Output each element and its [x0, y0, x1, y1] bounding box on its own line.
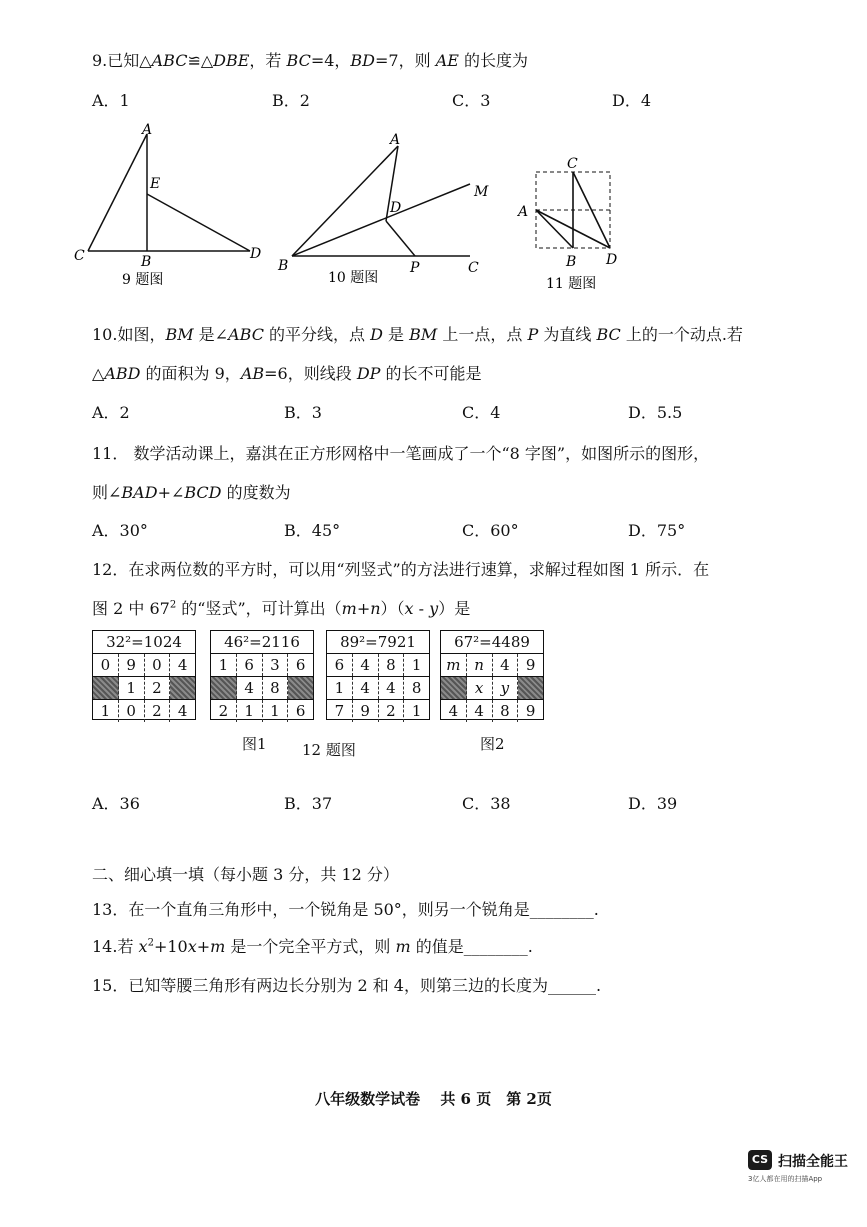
fig11-caption: 11 题图	[546, 276, 597, 292]
fig11-label-a: A	[518, 204, 529, 220]
grid-cell: 4	[441, 700, 467, 722]
grid-cell: 1	[327, 677, 353, 699]
q10-option-c: C．4	[462, 403, 501, 422]
grid-cell: 1	[211, 654, 237, 676]
fig9-label-d: D	[250, 246, 262, 262]
fig9-edge-ac	[88, 134, 147, 251]
fig10-edge-dp	[386, 221, 415, 256]
grid-cell: 4	[353, 654, 379, 676]
q12-caption-fig1: 图1	[242, 735, 267, 753]
q9-option-c: C．3	[452, 91, 491, 110]
q9-var: BC	[286, 51, 311, 70]
q11-option-c: C．60°	[462, 521, 519, 540]
q10-option-d: D．5.5	[628, 403, 683, 422]
q9-text: 9.已知△	[92, 51, 152, 70]
grid-cell: 9	[353, 700, 379, 722]
grid-cell: x	[467, 677, 493, 699]
grid-row	[441, 677, 543, 700]
fig10-label-m: M	[474, 184, 489, 200]
q9-option-a: A．1	[92, 91, 130, 110]
fig10-ray-bm	[292, 184, 470, 256]
q10-text: 为直线	[538, 325, 597, 344]
q10-text: 的面积为 9，	[140, 364, 241, 383]
fig9-label-c: C	[74, 248, 85, 264]
fig9-label-a: A	[142, 122, 153, 138]
fig11-label-d: D	[606, 252, 618, 268]
figure-10	[270, 124, 500, 294]
q10-var: P	[527, 325, 539, 344]
grid-cell: 4	[493, 654, 519, 676]
grid-cell: 0	[119, 700, 145, 722]
scanner-logo-icon: CS	[748, 1150, 772, 1170]
q9-var: DBE	[213, 51, 250, 70]
grid-cell: 6	[237, 654, 263, 676]
q11-text: +∠	[157, 483, 185, 502]
q12-option-d: D．39	[628, 794, 678, 813]
grid-cell: 9	[119, 654, 145, 676]
q14-part: 是一个完全平方式，则	[225, 937, 396, 956]
grid-cell-shaded	[170, 677, 195, 699]
q12-text: -	[413, 599, 430, 618]
q10-text: 是	[382, 325, 410, 344]
grid-cell: 1	[237, 700, 263, 722]
q12-option-b: B．37	[284, 794, 333, 813]
grid-cell: 4	[467, 700, 493, 722]
q9-text: 的长度为	[458, 51, 529, 70]
grid-head: 67²=4489	[441, 631, 543, 654]
grid-row	[441, 654, 543, 677]
grid-cell-shaded	[211, 677, 237, 699]
grid-cell: 0	[93, 654, 119, 676]
grid-cell-shaded	[93, 677, 119, 699]
grid-row	[211, 677, 313, 700]
q12-caption-fig2: 图2	[480, 735, 505, 753]
grid-cell: 2	[211, 700, 237, 722]
fig10-label-d: D	[390, 200, 402, 216]
q15-text: 15．已知等腰三角形有两边长分别为 2 和 4，则第三边的长度为______.	[92, 976, 602, 995]
q10-option-a: A．2	[92, 403, 130, 422]
page-footer: 八年级数学试卷 共 6 页 第 2页	[315, 1090, 552, 1108]
fig10-edge-ba	[292, 146, 398, 256]
q14-text	[92, 934, 533, 957]
grid-cell: n	[467, 654, 493, 676]
grid-cell: 4	[177, 702, 188, 720]
grid-cell: 0	[145, 654, 171, 676]
q10-var: ABC	[228, 325, 264, 344]
grid-row	[327, 654, 429, 677]
grid-cell: 7	[327, 700, 353, 722]
q10-var: BC	[596, 325, 621, 344]
q12-grid-3	[326, 630, 430, 720]
q12-text: ）（	[380, 599, 405, 618]
q10-option-b: B．3	[284, 403, 322, 422]
q9-var: BD	[350, 51, 375, 70]
grid-cell: 4	[353, 677, 379, 699]
grid-cell: 1	[411, 702, 422, 720]
q10-text: 上的一个动点.若	[620, 325, 743, 344]
grid-cell-shaded	[288, 677, 313, 699]
q11-var: BCD	[184, 483, 222, 502]
scanner-app-name: 扫描全能王	[778, 1154, 848, 1170]
grid-head: 32²=1024	[93, 631, 195, 654]
fig11-edge-ab	[536, 210, 573, 248]
q10-text: △	[92, 364, 105, 383]
grid-cell: 8	[379, 654, 405, 676]
q11-var: BAD	[121, 483, 158, 502]
q12-grid-2	[210, 630, 314, 720]
q10-var: BM	[165, 325, 194, 344]
q10-text: 的长不可能是	[380, 364, 482, 383]
grid-cell: 6	[327, 654, 353, 676]
q10-line2	[92, 361, 482, 384]
grid-cell: 2	[145, 700, 171, 722]
q11-option-d: D．75°	[628, 521, 686, 540]
q12-text: 图 2 中 67	[92, 599, 170, 618]
q12-caption-title: 12 题图	[302, 741, 356, 759]
q12-text: +	[356, 599, 371, 618]
q14-part: +10	[153, 937, 188, 956]
grid-cell: 2	[379, 700, 405, 722]
q10-var: DP	[356, 364, 381, 383]
fig10-label-c: C	[468, 260, 479, 276]
q14-var: m	[210, 937, 226, 956]
q13-text: 13．在一个直角三角形中，一个锐角是 50°，则另一个锐角是________.	[92, 900, 599, 919]
grid-cell: 8	[411, 679, 422, 697]
grid-cell: 8	[493, 700, 519, 722]
q12-var: m	[341, 599, 357, 618]
q12-var: n	[370, 599, 381, 618]
grid-cell: 1	[119, 677, 145, 699]
q9-var: AE	[435, 51, 459, 70]
grid-row	[327, 700, 429, 722]
q11-option-a: A．30°	[92, 521, 148, 540]
q9-option-b: B．2	[272, 91, 310, 110]
q11-option-b: B．45°	[284, 521, 341, 540]
grid-row	[93, 654, 195, 677]
figure-9	[70, 118, 270, 298]
grid-row	[327, 677, 429, 700]
fig9-label-b: B	[141, 254, 152, 270]
fig11-label-b: B	[566, 254, 577, 270]
q10-text: =6，则线段	[264, 364, 357, 383]
fig9-label-e: E	[150, 176, 161, 192]
grid-cell: 4	[177, 656, 188, 674]
q12-grid-4	[440, 630, 544, 720]
q12-option-a: A．36	[92, 794, 140, 813]
q10-var: ABD	[104, 364, 141, 383]
q11-text: 则∠	[92, 483, 122, 502]
q9-text: =7，则	[375, 51, 436, 70]
q9-text: ，若	[249, 51, 287, 70]
figure-11	[512, 150, 622, 295]
q9-text: ≌△	[187, 51, 214, 70]
grid-cell: 3	[263, 654, 289, 676]
grid-head: 46²=2116	[211, 631, 313, 654]
fig9-edge-ed	[147, 194, 250, 251]
grid-row	[93, 677, 195, 700]
q11-line1: 11． 数学活动课上，嘉淇在正方形网格中一笔画成了一个“8 字图”，如图所示的图形，	[92, 444, 710, 463]
q12-var: x	[404, 599, 414, 618]
q9-text: =4，	[310, 51, 351, 70]
grid-cell: m	[441, 654, 467, 676]
q14-part: 的值是________.	[410, 937, 533, 956]
scanner-slogan: 3亿人都在用的扫描App	[748, 1175, 823, 1183]
q12-text: 的“竖式”，可计算出（	[176, 599, 342, 618]
grid-cell: 2	[145, 677, 171, 699]
fig10-label-a: A	[390, 132, 401, 148]
grid-cell: 1	[411, 656, 422, 674]
fig9-caption: 9 题图	[122, 272, 164, 288]
q10-text: 上一点，点	[437, 325, 528, 344]
grid-cell: 1	[93, 700, 119, 722]
section2-title: 二、细心填一填（每小题 3 分，共 12 分）	[92, 865, 399, 884]
q14-part: +	[196, 937, 211, 956]
q10-var: AB	[240, 364, 265, 383]
grid-cell: y	[493, 677, 519, 699]
grid-cell: 8	[263, 677, 289, 699]
q9-var: ABC	[151, 51, 188, 70]
grid-cell: 4	[379, 677, 405, 699]
q10-line1	[92, 322, 743, 345]
grid-row	[93, 700, 195, 722]
grid-cell: 4	[237, 677, 263, 699]
q14-part: 14.若	[92, 937, 139, 956]
q12-line1: 12．在求两位数的平方时，可以用“列竖式”的方法进行速算，求解过程如图 1 所示．在	[92, 560, 710, 579]
fig10-label-p: P	[410, 260, 420, 276]
grid-cell: 6	[295, 656, 306, 674]
q14-sup: 2	[147, 937, 154, 949]
q10-text: 10.如图，	[92, 325, 166, 344]
q14-var: m	[395, 937, 411, 956]
q12-var: y	[429, 599, 439, 618]
grid-cell: 9	[525, 656, 536, 674]
q12-sup: 2	[169, 599, 177, 611]
q12-grid-1	[92, 630, 196, 720]
q11-text: 的度数为	[221, 483, 291, 502]
grid-row	[441, 700, 543, 722]
grid-cell-shaded	[441, 677, 467, 699]
q11-line2	[92, 480, 291, 503]
grid-row	[211, 700, 313, 722]
q10-var: D	[370, 325, 383, 344]
grid-cell: 6	[295, 702, 306, 720]
grid-cell-shaded	[518, 677, 543, 699]
fig11-label-c: C	[567, 156, 578, 172]
grid-row	[211, 654, 313, 677]
q10-text: 的平分线，点	[263, 325, 371, 344]
q10-var: BM	[409, 325, 438, 344]
q12-text: ）是	[438, 599, 471, 618]
q12-option-c: C．38	[462, 794, 511, 813]
grid-cell: 1	[263, 700, 289, 722]
q12-line2	[92, 596, 470, 619]
fig10-caption: 10 题图	[328, 270, 379, 286]
q9-stem	[92, 48, 528, 71]
fig10-label-b: B	[278, 258, 289, 274]
q9-option-d: D．4	[612, 91, 652, 110]
q10-text: 是∠	[193, 325, 229, 344]
q14-var: x	[187, 937, 197, 956]
scanner-watermark	[748, 1150, 860, 1210]
q14-var: x	[138, 937, 148, 956]
grid-cell: 9	[525, 702, 536, 720]
grid-head: 89²=7921	[327, 631, 429, 654]
